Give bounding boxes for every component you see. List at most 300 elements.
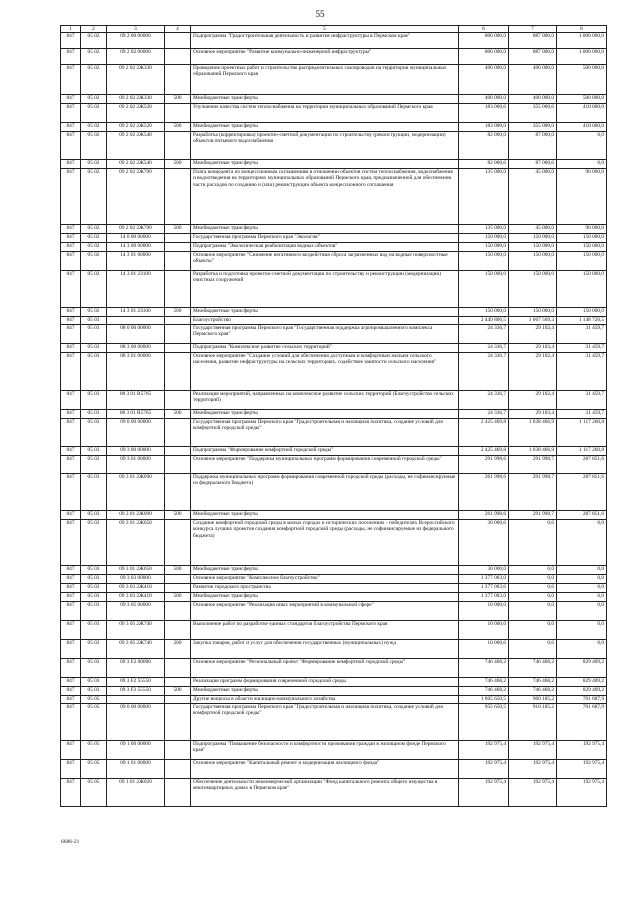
col-target-article: 09 0 00 00000 xyxy=(107,704,165,741)
col-amount-1: 135 000,0 xyxy=(459,169,509,225)
col-amount-3: 150 000,0 xyxy=(557,271,607,308)
col-expense-type xyxy=(165,353,191,391)
table-row xyxy=(61,234,607,243)
col-amount-3: 0,0 xyxy=(557,640,607,659)
col-section: 05 03 xyxy=(81,575,107,584)
col-amount-3: 90 000,0 xyxy=(557,169,607,225)
col-expense-type: 500 xyxy=(165,566,191,575)
col-target-article: 09 2 02 2Ж520 xyxy=(107,123,165,132)
col-amount-2: 87 000,0 xyxy=(509,160,557,169)
col-name: Основное мероприятие "Капитальный ремонт и модернизация жилищного фонда" xyxy=(191,760,459,779)
table-row xyxy=(61,419,607,447)
col-target-article: 08 3 01 R5765 xyxy=(107,391,165,410)
table-row xyxy=(61,566,607,575)
col-amount-2: 45 000,0 xyxy=(509,169,557,225)
col-amount-1: 192 975,4 xyxy=(459,741,509,760)
header-cell-6: 6 xyxy=(459,26,509,33)
col-amount-1: 800 000,0 xyxy=(459,49,509,65)
col-name: Проведение проектных работ и строительство распределительных газопроводов на территории муниципальных образований Пермского края xyxy=(191,65,459,95)
table-row xyxy=(61,779,607,807)
col-budget-code: 847 xyxy=(61,640,81,659)
col-section: 05 03 xyxy=(81,410,107,419)
col-amount-3: 287 851,6 xyxy=(557,474,607,511)
col-section: 05 02 xyxy=(81,225,107,234)
col-name: Межбюджетные трансферты xyxy=(191,225,459,234)
table-row xyxy=(61,308,607,317)
col-budget-code: 847 xyxy=(61,419,81,447)
col-name: Создание комфортной городской среды в малых городах и исторических поселениях - победителях Всероссийского конкурса лучших проектов создания комфортной городской среды (расходы, не софинансируемые из федерального бюджета) xyxy=(191,520,459,566)
table-row xyxy=(61,704,607,741)
col-amount-2: 150 000,0 xyxy=(509,252,557,271)
col-amount-1: 30 000,0 xyxy=(459,566,509,575)
col-amount-2: 400 000,0 xyxy=(509,65,557,95)
col-amount-1: 150 000,0 xyxy=(459,252,509,271)
col-amount-3: 150 000,0 xyxy=(557,234,607,243)
col-name: Подпрограмма "Формирование комфортной городской среды" xyxy=(191,447,459,456)
col-expense-type xyxy=(165,391,191,410)
col-amount-1: 746 468,2 xyxy=(459,687,509,696)
col-budget-code: 847 xyxy=(61,511,81,520)
table-row xyxy=(61,741,607,760)
col-name: Подпрограмма "Повышение безопасности и комфортности проживания граждан в жилищном фонде Пермского края" xyxy=(191,741,459,760)
col-amount-1: 192 975,4 xyxy=(459,779,509,807)
col-section: 05 03 xyxy=(81,584,107,593)
col-amount-3: 192 975,4 xyxy=(557,741,607,760)
col-name: Основное мероприятие "Поддержка муниципальных программ формирования современной городской среды" xyxy=(191,456,459,474)
col-budget-code: 847 xyxy=(61,271,81,308)
col-target-article: 09 3 00 00000 xyxy=(107,447,165,456)
col-amount-1: 261 998,6 xyxy=(459,511,509,520)
table-row xyxy=(61,696,607,704)
header-row xyxy=(61,26,607,33)
col-amount-2: 1 038 466,9 xyxy=(509,419,557,447)
col-name: Разработка и подготовка проектно-сметной документации по строительству и реконструкции (модернизации) очистных сооружений xyxy=(191,271,459,308)
col-name: Подпрограмма "Градостроительная деятельность и развитие инфраструктуры в Пермском крае" xyxy=(191,33,459,49)
col-target-article: 09 2 02 2Ж330 xyxy=(107,95,165,104)
col-name: Основное мероприятие "Региональный проект "Формирование комфортной городской среды" xyxy=(191,659,459,678)
col-expense-type xyxy=(165,419,191,447)
col-target-article: 09 3 05 2Ж740 xyxy=(107,621,165,640)
header-cell-1: 1 xyxy=(61,26,81,33)
col-amount-3: 0,0 xyxy=(557,584,607,593)
col-amount-2: 291 998,7 xyxy=(509,474,557,511)
col-budget-code: 847 xyxy=(61,308,81,317)
col-name: Другие вопросы в области жилищно-коммунального хозяйства xyxy=(191,696,459,704)
col-target-article: 09 2 02 2Ж540 xyxy=(107,132,165,160)
footer-code: 6686-21 xyxy=(61,839,80,845)
table-row xyxy=(61,353,607,391)
table-row xyxy=(61,225,607,234)
table-row xyxy=(61,659,607,678)
col-name: Основное мероприятие "Развитие коммунально-инженерной инфраструктуры" xyxy=(191,49,459,65)
header-cell-2: 2 xyxy=(81,26,107,33)
col-budget-code: 847 xyxy=(61,678,81,687)
page-number: 55 xyxy=(315,9,325,19)
col-budget-code: 847 xyxy=(61,704,81,741)
col-amount-3: 0,0 xyxy=(557,132,607,160)
col-expense-type xyxy=(165,575,191,584)
col-budget-code: 847 xyxy=(61,520,81,566)
table-row xyxy=(61,678,607,687)
col-section: 05 03 xyxy=(81,317,107,325)
col-expense-type xyxy=(165,696,191,704)
table-row xyxy=(61,317,607,325)
col-expense-type xyxy=(165,344,191,353)
header-cell-3: 3 xyxy=(107,26,165,33)
col-expense-type xyxy=(165,779,191,807)
col-amount-3: 0,0 xyxy=(557,160,607,169)
col-expense-type xyxy=(165,169,191,225)
header-cell-4: 4 xyxy=(165,26,191,33)
col-amount-2: 1 038 466,9 xyxy=(509,447,557,456)
header-cell-5: 5 xyxy=(191,26,459,33)
col-amount-2: 87 000,0 xyxy=(509,132,557,160)
col-amount-1: 2 425 469,8 xyxy=(459,447,509,456)
col-section: 05 03 xyxy=(81,520,107,566)
table-row xyxy=(61,687,607,696)
col-amount-2: 910 185,2 xyxy=(509,704,557,741)
col-section: 05 03 xyxy=(81,678,107,687)
col-section: 05 03 xyxy=(81,419,107,447)
col-section: 05 03 xyxy=(81,474,107,511)
col-amount-2: 291 998,7 xyxy=(509,511,557,520)
col-target-article: 08 3 01 R5765 xyxy=(107,410,165,419)
col-target-article: 14 0 00 00000 xyxy=(107,234,165,243)
col-budget-code: 847 xyxy=(61,325,81,344)
col-amount-3: 410 000,0 xyxy=(557,104,607,123)
col-amount-1: 291 998,6 xyxy=(459,456,509,474)
col-name: Реализация мероприятий, направленных на комплексное развитие сельских территорий (Благоустройство сельских территорий) xyxy=(191,391,459,410)
col-amount-3: 701 687,9 xyxy=(557,704,607,741)
col-section: 05 03 xyxy=(81,687,107,696)
col-section: 05 02 xyxy=(81,49,107,65)
col-name: Межбюджетные трансферты xyxy=(191,410,459,419)
col-expense-type: 500 xyxy=(165,511,191,520)
col-target-article: 14 3 01 2З100 xyxy=(107,308,165,317)
col-amount-2: 0,0 xyxy=(509,520,557,566)
col-budget-code: 847 xyxy=(61,456,81,474)
col-amount-3: 287 851,6 xyxy=(557,511,607,520)
col-amount-2: 746 468,2 xyxy=(509,678,557,687)
col-section: 05 02 xyxy=(81,104,107,123)
col-section: 05 02 xyxy=(81,95,107,104)
col-budget-code: 847 xyxy=(61,602,81,621)
col-amount-1: 192 975,4 xyxy=(459,760,509,779)
col-target-article: 09 1 01 2Ж020 xyxy=(107,779,165,807)
col-budget-code: 847 xyxy=(61,741,81,760)
col-amount-1: 261 998,6 xyxy=(459,474,509,511)
col-amount-2: 355 000,0 xyxy=(509,123,557,132)
col-amount-3: 0,0 xyxy=(557,602,607,621)
col-amount-2: 150 000,0 xyxy=(509,271,557,308)
col-amount-3: 1 000 000,0 xyxy=(557,49,607,65)
col-budget-code: 847 xyxy=(61,49,81,65)
col-amount-2: 150 000,0 xyxy=(509,308,557,317)
col-expense-type xyxy=(165,317,191,325)
col-amount-3: 0,0 xyxy=(557,575,607,584)
col-expense-type: 500 xyxy=(165,225,191,234)
col-amount-1: 746 468,2 xyxy=(459,659,509,678)
col-budget-code: 847 xyxy=(61,779,81,807)
col-amount-1: 746 468,2 xyxy=(459,678,509,687)
col-expense-type xyxy=(165,621,191,640)
col-amount-3: 829 409,2 xyxy=(557,687,607,696)
col-amount-1: 150 000,0 xyxy=(459,308,509,317)
col-budget-code: 847 xyxy=(61,621,81,640)
table-row xyxy=(61,456,607,474)
col-target-article: 09 3 F2 55550 xyxy=(107,678,165,687)
col-amount-1: 30 000,0 xyxy=(459,520,509,566)
col-name: Реализация программ формирования современной городской среды xyxy=(191,678,459,687)
col-section: 05 02 xyxy=(81,33,107,49)
col-amount-3: 150 000,0 xyxy=(557,243,607,252)
table-row xyxy=(61,271,607,308)
col-amount-3: 1 148 720,5 xyxy=(557,317,607,325)
col-amount-1: 955 650,5 xyxy=(459,704,509,741)
col-budget-code: 847 xyxy=(61,132,81,160)
col-name: Государственная программа Пермского края "Государственная поддержка агропромышленного комплекса Пермского края" xyxy=(191,325,459,344)
table-row xyxy=(61,65,607,95)
col-expense-type xyxy=(165,132,191,160)
table-row xyxy=(61,391,607,410)
col-amount-3: 31 459,7 xyxy=(557,353,607,391)
col-amount-3: 0,0 xyxy=(557,520,607,566)
table-row xyxy=(61,410,607,419)
table-row xyxy=(61,123,607,132)
col-expense-type xyxy=(165,33,191,49)
col-amount-3: 31 459,7 xyxy=(557,325,607,344)
col-amount-1: 183 000,0 xyxy=(459,123,509,132)
col-section: 05 02 xyxy=(81,308,107,317)
col-budget-code: 847 xyxy=(61,95,81,104)
col-target-article: 09 1 01 00000 xyxy=(107,760,165,779)
col-amount-3: 410 000,0 xyxy=(557,123,607,132)
col-name: Основное мероприятие "Реализация иных мероприятий в коммунальной сфере" xyxy=(191,602,459,621)
col-amount-1: 10 000,0 xyxy=(459,602,509,621)
col-expense-type xyxy=(165,678,191,687)
col-section: 05 03 xyxy=(81,621,107,640)
col-expense-type: 500 xyxy=(165,95,191,104)
table-row xyxy=(61,104,607,123)
col-expense-type xyxy=(165,325,191,344)
col-expense-type xyxy=(165,447,191,456)
table-row xyxy=(61,760,607,779)
table-row xyxy=(61,160,607,169)
col-name: Разработка (корректировка) проектно-сметной документации по строительству (реконструкции, модернизации) объектов питьевого водоснабжения xyxy=(191,132,459,160)
col-budget-code: 847 xyxy=(61,575,81,584)
col-amount-2: 150 000,0 xyxy=(509,243,557,252)
col-target-article: 09 2 02 2Ж700 xyxy=(107,225,165,234)
col-name: Межбюджетные трансферты xyxy=(191,123,459,132)
col-name: Основное мероприятие "Создание условий для обеспечения доступным и комфортным жильем сельского населения, развитие инфраструктуры на сельских территориях, содействие занятости сельского населения" xyxy=(191,353,459,391)
col-name: Благоустройство xyxy=(191,317,459,325)
col-budget-code: 847 xyxy=(61,410,81,419)
col-amount-2: 0,0 xyxy=(509,602,557,621)
col-expense-type xyxy=(165,271,191,308)
col-amount-1: 150 000,0 xyxy=(459,243,509,252)
col-amount-2: 355 000,0 xyxy=(509,104,557,123)
col-name: Государственная программа Пермского края "Экология" xyxy=(191,234,459,243)
col-target-article: 14 3 01 2З100 xyxy=(107,271,165,308)
col-amount-1: 24 336,7 xyxy=(459,410,509,419)
col-amount-3: 150 000,0 xyxy=(557,308,607,317)
col-amount-2: 45 000,0 xyxy=(509,225,557,234)
col-amount-2: 150 000,0 xyxy=(509,234,557,243)
table-row xyxy=(61,49,607,65)
col-budget-code: 847 xyxy=(61,169,81,225)
col-budget-code: 847 xyxy=(61,687,81,696)
col-budget-code: 847 xyxy=(61,252,81,271)
col-target-article: 08 3 01 00000 xyxy=(107,353,165,391)
col-expense-type xyxy=(165,704,191,741)
table-row xyxy=(61,593,607,602)
col-amount-1: 24 336,7 xyxy=(459,353,509,391)
col-amount-3: 1 000 000,0 xyxy=(557,33,607,49)
col-target-article: 09 3 01 2Ж090 xyxy=(107,474,165,511)
col-target-article: 09 2 02 2Ж540 xyxy=(107,160,165,169)
col-amount-1: 800 000,0 xyxy=(459,33,509,49)
col-section: 05 03 xyxy=(81,566,107,575)
col-expense-type: 200 xyxy=(165,640,191,659)
col-section: 05 02 xyxy=(81,252,107,271)
col-section: 05 03 xyxy=(81,447,107,456)
col-section: 05 02 xyxy=(81,271,107,308)
col-target-article: 09 3 01 2Ж090 xyxy=(107,511,165,520)
col-amount-2: 887 000,0 xyxy=(509,33,557,49)
col-amount-1: 150 000,0 xyxy=(459,271,509,308)
col-amount-2: 1 067 569,3 xyxy=(509,317,557,325)
col-amount-2: 0,0 xyxy=(509,593,557,602)
table-row xyxy=(61,602,607,621)
col-amount-3: 192 975,4 xyxy=(557,779,607,807)
col-target-article: 14 3 01 00000 xyxy=(107,252,165,271)
header-cell-8: 8 xyxy=(557,26,607,33)
table-row xyxy=(61,575,607,584)
col-expense-type xyxy=(165,584,191,593)
col-amount-2: 29 103,4 xyxy=(509,344,557,353)
col-amount-1: 1 377 003,0 xyxy=(459,593,509,602)
col-amount-2: 0,0 xyxy=(509,575,557,584)
col-amount-1: 1 005 650,5 xyxy=(459,696,509,704)
col-amount-3: 287 851,6 xyxy=(557,456,607,474)
col-name: Плата концедента по концессионным соглашениям в отношении объектов систем теплоснабжения, водоснабжения и водоотведения на территориях муниципальных образований Пермского края, предназначенной для обеспечения части расходов по созданию и (или) реконструкции объекта концессионного соглашения xyxy=(191,169,459,225)
table-row xyxy=(61,640,607,659)
col-target-article: 09 2 02 2Ж520 xyxy=(107,104,165,123)
col-name: Подпрограмма "Комплексное развитие сельских территорий" xyxy=(191,344,459,353)
col-amount-3: 1 117 260,8 xyxy=(557,419,607,447)
col-budget-code: 847 xyxy=(61,593,81,602)
col-amount-2: 192 975,4 xyxy=(509,760,557,779)
col-section: 05 02 xyxy=(81,234,107,243)
col-name: Закупка товаров, работ и услуг для обеспечения государственных (муниципальных) нужд xyxy=(191,640,459,659)
col-name: Межбюджетные трансферты xyxy=(191,566,459,575)
col-amount-2: 0,0 xyxy=(509,566,557,575)
col-budget-code: 847 xyxy=(61,317,81,325)
col-expense-type xyxy=(165,49,191,65)
col-expense-type xyxy=(165,602,191,621)
col-amount-3: 192 975,4 xyxy=(557,760,607,779)
col-section: 05 02 xyxy=(81,243,107,252)
table-row xyxy=(61,447,607,456)
col-expense-type xyxy=(165,104,191,123)
col-name: Основное мероприятие "Комплексное благоустройство" xyxy=(191,575,459,584)
col-budget-code: 847 xyxy=(61,474,81,511)
col-budget-code: 847 xyxy=(61,584,81,593)
col-expense-type: 500 xyxy=(165,687,191,696)
table-row xyxy=(61,252,607,271)
col-budget-code: 847 xyxy=(61,760,81,779)
col-target-article: 09 3 03 2Ж410 xyxy=(107,593,165,602)
col-target-article: 09 2 02 00000 xyxy=(107,49,165,65)
col-name: Межбюджетные трансферты xyxy=(191,687,459,696)
col-amount-3: 829 409,2 xyxy=(557,678,607,687)
col-amount-2: 192 975,4 xyxy=(509,779,557,807)
table-row xyxy=(61,584,607,593)
header-cell-7: 7 xyxy=(509,26,557,33)
col-name: Межбюджетные трансферты xyxy=(191,593,459,602)
col-section: 05 03 xyxy=(81,640,107,659)
table-row xyxy=(61,474,607,511)
col-amount-2: 29 102,4 xyxy=(509,391,557,410)
col-target-article: 09 3 05 2Ж740 xyxy=(107,640,165,659)
col-expense-type: 500 xyxy=(165,308,191,317)
col-section: 05 02 xyxy=(81,160,107,169)
col-budget-code: 847 xyxy=(61,234,81,243)
col-amount-2: 29 103,4 xyxy=(509,410,557,419)
col-amount-2: 0,0 xyxy=(509,584,557,593)
col-name: Государственная программа Пермского края "Градостроительная и жилищная политика, создание условий для комфортной городской среды" xyxy=(191,419,459,447)
col-amount-1: 82 000,0 xyxy=(459,132,509,160)
col-amount-1: 400 000,0 xyxy=(459,65,509,95)
table-row xyxy=(61,132,607,160)
col-target-article: 14 3 00 00000 xyxy=(107,243,165,252)
col-amount-1: 10 000,0 xyxy=(459,640,509,659)
table-body xyxy=(61,33,607,807)
col-target-article: 09 3 05 00000 xyxy=(107,602,165,621)
col-target-article: 09 0 00 00000 xyxy=(107,419,165,447)
col-amount-1: 24 336,7 xyxy=(459,325,509,344)
col-amount-3: 500 000,0 xyxy=(557,65,607,95)
col-amount-1: 24 336,7 xyxy=(459,391,509,410)
col-amount-1: 1 377 003,0 xyxy=(459,584,509,593)
col-amount-1: 10 000,0 xyxy=(459,621,509,640)
col-target-article: 09 2 02 2Ж700 xyxy=(107,169,165,225)
col-name: Обеспечение деятельности некоммерческой организации "Фонд капитального ремонта общего имущества в многоквартирных домах в Пермском крае" xyxy=(191,779,459,807)
col-target-article xyxy=(107,317,165,325)
col-amount-3: 500 000,0 xyxy=(557,95,607,104)
col-amount-3: 0,0 xyxy=(557,566,607,575)
col-budget-code: 847 xyxy=(61,353,81,391)
col-section: 05 05 xyxy=(81,704,107,741)
col-amount-3: 31 459,7 xyxy=(557,344,607,353)
col-expense-type xyxy=(165,741,191,760)
table-row xyxy=(61,621,607,640)
col-amount-2: 291 998,7 xyxy=(509,456,557,474)
col-amount-2: 746 468,2 xyxy=(509,687,557,696)
col-amount-3: 0,0 xyxy=(557,593,607,602)
col-budget-code: 847 xyxy=(61,225,81,234)
col-section: 05 03 xyxy=(81,659,107,678)
col-amount-3: 1 117 260,8 xyxy=(557,447,607,456)
col-amount-2: 0,0 xyxy=(509,621,557,640)
col-budget-code: 847 xyxy=(61,33,81,49)
col-amount-1: 135 000,0 xyxy=(459,225,509,234)
col-amount-1: 2 425 469,8 xyxy=(459,419,509,447)
table-row xyxy=(61,325,607,344)
col-name: Выполнение работ по разработке единых стандартов благоустройства Пермского края xyxy=(191,621,459,640)
col-amount-2: 887 000,0 xyxy=(509,49,557,65)
col-amount-3: 150 000,0 xyxy=(557,252,607,271)
